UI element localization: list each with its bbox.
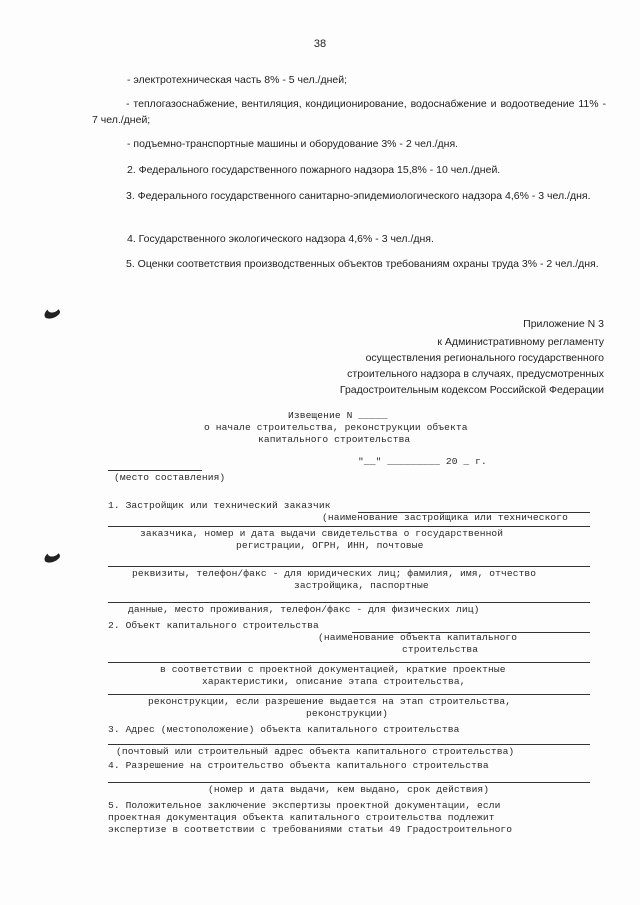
list-item: - электротехническая часть 8% - 5 чел./дней;	[127, 74, 348, 86]
field-2-caption: строительства	[402, 644, 479, 655]
field-1-caption: застройщика, паспортные	[294, 580, 429, 591]
field-2-label: 2. Объект капитального строительства	[108, 620, 319, 631]
field-1-label: 1. Застройщик или технический заказчик	[108, 500, 331, 511]
appendix-line: к Административному регламенту	[437, 336, 604, 348]
fill-line	[108, 782, 590, 783]
fill-line	[108, 602, 590, 603]
field-3-caption: (почтовый или строительный адрес объекта капитального строительства)	[116, 746, 515, 757]
field-3-label: 3. Адрес (местоположение) объекта капитального строительства	[108, 724, 460, 735]
field-2-caption: реконструкции, если разрешение выдается на этап строительства,	[148, 696, 512, 707]
appendix-line: Градостроительным кодексом Российской Федерации	[339, 384, 604, 396]
punch-hole-mark	[43, 550, 61, 565]
field-4-caption: (номер и дата выдачи, кем выдано, срок действия)	[208, 784, 490, 795]
field-2-caption: (наименование объекта капитального	[318, 632, 518, 643]
list-item: 2. Федерального государственного пожарного надзора 15,8% - 10 чел./дней.	[127, 164, 501, 176]
place-caption: (место составления)	[114, 472, 226, 483]
field-1-caption: реквизиты, телефон/факс - для юридических лиц; фамилия, имя, отчество	[132, 568, 537, 579]
field-5-text: экспертизе в соответствии с требованиями статьи 49 Градостроительного	[108, 824, 513, 835]
field-1-caption: заказчика, номер и дата выдачи свидетельства о государственной	[140, 528, 504, 539]
field-1-caption: данные, место проживания, телефон/факс - для физических лиц)	[128, 604, 480, 615]
fill-line	[108, 662, 590, 663]
fill-line	[108, 566, 590, 567]
form-subtitle: капитального строительства	[258, 434, 411, 445]
list-item: - теплогазоснабжение, вентиляция, кондиционирование, водоснабжение и водоотведение 11% - 7 чел./дней;	[92, 98, 606, 126]
punch-hole-mark	[43, 306, 61, 321]
appendix-line: осуществления регионального государственного	[365, 352, 604, 364]
list-item: - подъемно-транспортные машины и оборудование 3% - 2 чел./дня.	[127, 138, 459, 150]
fill-line	[108, 744, 590, 745]
appendix-line: строительного надзора в случаях, предусмотренных	[347, 368, 604, 380]
list-item: 5. Оценки соответствия производственных объектов требованиям охраны труда 3% - 2 чел./дня.	[126, 258, 599, 270]
form-title: Извещение N _____	[288, 410, 388, 421]
appendix-title: Приложение N 3	[523, 318, 604, 330]
field-5-text: 5. Положительное заключение экспертизы проектной документации, если	[108, 800, 501, 811]
list-item: 3. Федерального государственного санитарно-эпидемиологического надзора 4,6% - 3 чел./дня.	[126, 190, 591, 202]
form-subtitle: о начале строительства, реконструкции объекта	[204, 422, 468, 433]
appendix-header	[304, 316, 604, 398]
place-line	[108, 470, 202, 471]
field-1-caption: (наименование застройщика или технического	[322, 512, 569, 523]
fill-line	[108, 694, 590, 695]
fill-line	[108, 526, 590, 527]
field-5-text: проектная документация объекта капитального строительства подлежит	[108, 812, 495, 823]
list-item: 4. Государственного экологического надзора 4,6% - 3 чел./дня.	[127, 233, 434, 245]
field-4-label: 4. Разрешение на строительство объекта капитального строительства	[108, 760, 489, 771]
field-2-caption: в соответствии с проектной документацией, краткие проектные	[160, 664, 506, 675]
field-1-caption: регистрации, ОГРН, ИНН, почтовые	[236, 540, 424, 551]
page-number: 38	[313, 38, 327, 50]
date-line: "__" _________ 20 _ г.	[358, 456, 487, 467]
field-2-caption: характеристики, описание этапа строительства,	[202, 676, 466, 687]
field-2-caption: реконструкции)	[306, 708, 389, 719]
